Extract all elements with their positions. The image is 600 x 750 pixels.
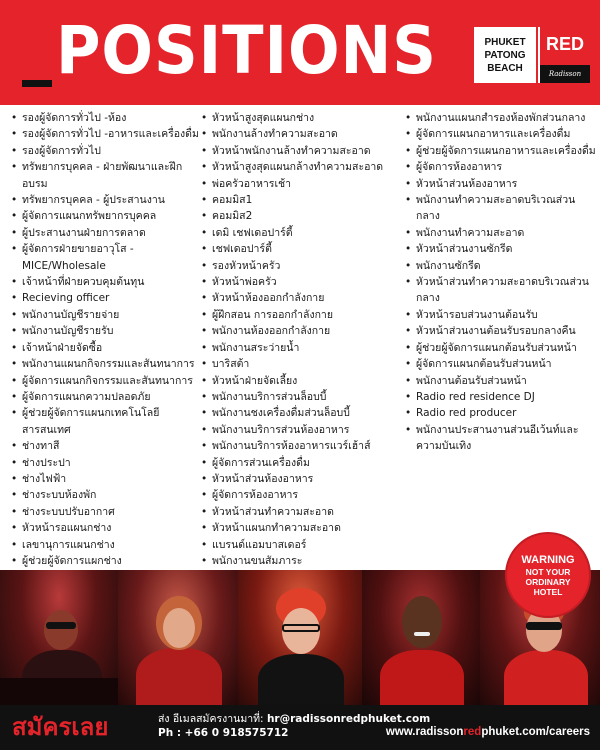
position-item: • หัวหน้าส่วนห้องอาหาร <box>200 471 408 487</box>
staff-photo-man-smiling <box>362 570 480 705</box>
position-item: • บาริสต้า <box>200 356 408 372</box>
staff-photo-dj <box>0 570 118 705</box>
warning-badge <box>505 532 591 618</box>
position-item: • พนักงานประสานงานส่วนอีเว้นท์และความบันเทิง <box>404 422 596 455</box>
position-item: • หัวหน้าพนักงานล้างทำความสะอาด <box>200 143 408 159</box>
position-item: • ผู้จัดการแผนกกิจกรรมและสันทนาการ <box>10 373 202 389</box>
position-item: • Radio red producer <box>404 405 596 421</box>
position-item: • ผู้ฝึกสอน การออกกำลังกาย <box>200 307 408 323</box>
brand-sub-bar <box>540 65 590 83</box>
position-item: • ผู้ช่วยผู้จัดการแผกช่าง <box>10 553 202 569</box>
header-banner <box>0 0 600 105</box>
position-item: • ผู้จัดการแผนกความปลอดภัย <box>10 389 202 405</box>
position-item: • รองหัวหน้าครัว <box>200 258 408 274</box>
position-item: • พ่อครัวอาหารเช้า <box>200 176 408 192</box>
email-link[interactable]: hr@radissonredphuket.com <box>266 713 431 725</box>
position-item: • พนักงานขนสัมภาระ <box>200 553 408 569</box>
positions-column-3 <box>404 110 596 455</box>
position-item: • คอมมิส2 <box>200 208 408 224</box>
position-item: • พนักงานบริการส่วนล็อบบี้ <box>200 389 408 405</box>
brand-logo <box>538 27 590 83</box>
position-item: • พนักงานทำความสะอาด <box>404 225 596 241</box>
position-item: • หัวหน้าสูงสุดแผนกช่าง <box>200 110 408 126</box>
position-item: • ช่างระบบห้องพัก <box>10 487 202 503</box>
position-item: • พนักงานทำความสะอาดบริเวณส่วนกลาง <box>404 192 596 225</box>
contact-phone[interactable]: Ph : +66 0 918575712 <box>158 727 289 739</box>
position-item: • พนักงานบริการส่วนห้องอาหาร <box>200 422 408 438</box>
warning-subtitle: NOT YOUR ORDINARY HOTEL <box>525 567 571 597</box>
position-item: • พนักงานห้องออกกำลังกาย <box>200 323 408 339</box>
position-item: • Recieving officer <box>10 290 202 306</box>
position-item: • ผู้จัดการแผนกทรัพยากรบุคคล <box>10 208 202 224</box>
position-item: • ทรัพยากรบุคคล - ผู้ประสานงาน <box>10 192 202 208</box>
position-item: • หัวหน้าส่วนทำความสะอาด <box>200 504 408 520</box>
position-item: • ช่างไฟฟ้า <box>10 471 202 487</box>
position-item: • หัวหน้าห้องออกกำลังกาย <box>200 290 408 306</box>
position-item: • เจ้าหน้าที่ฝ่ายควบคุมต้นทุน <box>10 274 202 290</box>
position-item: • รองผู้จัดการทั่วไป <box>10 143 202 159</box>
position-item: • ผู้จัดการห้องอาหาร <box>200 487 408 503</box>
position-item: • ผู้ช่วยผู้จัดการแผนกต้อนรับส่วนหน้า <box>404 340 596 356</box>
position-item: • เจ้าหน้าฝ่ายจัดซื้อ <box>10 340 202 356</box>
positions-column-2 <box>200 110 408 569</box>
position-item: • พนักงานบริการห้องอาหารแวร์เฮ้าส์ <box>200 438 408 454</box>
position-item: • หัวหน้ารอแผนกช่าง <box>10 520 202 536</box>
position-item: • เลขานุการแผนกช่าง <box>10 537 202 553</box>
position-item: • ผู้จัดการแผนกต้อนรับส่วนหน้า <box>404 356 596 372</box>
position-item: • หัวหน้าส่วนทำความสะอาดบริเวณส่วนกลาง <box>404 274 596 307</box>
position-item: • แบรนด์แอมบาสเดอร์ <box>200 537 408 553</box>
website-part: www.radisson <box>385 726 464 738</box>
position-item: • หัวหน้าแผนกทำความสะอาด <box>200 520 408 536</box>
position-item: • พนักงานแผนกสำรองห้องพักส่วนกลาง <box>404 110 596 126</box>
location-line: BEACH <box>487 62 523 74</box>
position-item: • ช่างทาสี <box>10 438 202 454</box>
position-item: • หัวหน้าส่วนงานซักรีด <box>404 241 596 257</box>
position-item: • พนักงานซักรีด <box>404 258 596 274</box>
position-item: • ผู้จัดการแผนกอาหารและเครื่องดื่ม <box>404 126 596 142</box>
position-item: • พนักงานต้อนรับส่วนหน้า <box>404 373 596 389</box>
position-item: • ผู้จัดการส่วนเครื่องดื่ม <box>200 455 408 471</box>
position-item: • เดมิ เชฟเดอปาร์ตี้ <box>200 225 408 241</box>
position-item: • พนักงานชงเครื่องดื่มส่วนล็อบบี้ <box>200 405 408 421</box>
website-part: phuket.com/careers <box>481 726 590 738</box>
contact-email-line <box>158 713 430 726</box>
location-box <box>474 27 536 83</box>
position-item: • ทรัพยากรบุคคล - ฝ่ายพัฒนาและฝึกอบรม <box>10 159 202 192</box>
title-underscore-decoration <box>22 80 52 87</box>
staff-photo-woman <box>118 570 238 705</box>
position-item: • ผู้จัดการห้องอาหาร <box>404 159 596 175</box>
location-line: PHUKET <box>484 36 526 48</box>
position-item: • หัวหน้าส่วนห้องอาหาร <box>404 176 596 192</box>
apply-now-label[interactable]: สมัครเลย <box>12 713 109 741</box>
position-item: • หัวหน้าฝ่ายจัดเลี้ยง <box>200 373 408 389</box>
position-item: • คอมมิส1 <box>200 192 408 208</box>
position-item: • รองผู้จัดการทั่วไป -อาหารและเครื่องดื่ม <box>10 126 202 142</box>
position-item: • Radio red residence DJ <box>404 389 596 405</box>
position-item: • พนักงานสระว่ายน้ำ <box>200 340 408 356</box>
positions-column-1 <box>10 110 202 569</box>
position-item: • หัวหน้ารอบส่วนงานต้อนรับ <box>404 307 596 323</box>
position-item: • หัวหน้าส่วนงานต้อนรับรอบกลางคืน <box>404 323 596 339</box>
email-prefix: ส่ง อีเมลสมัครงานมาที่: <box>158 713 264 725</box>
position-item: • ช่างระบบปรับอากาศ <box>10 504 202 520</box>
position-item: • ผู้ประสานงานฝ่ายการตลาด <box>10 225 202 241</box>
website-highlight: red <box>463 726 482 738</box>
location-line: PATONG <box>484 49 526 61</box>
position-item: • ผู้ช่วยผู้จัดการแผนกเทคโนโลยีสารสนเทศ <box>10 405 202 438</box>
positions-list-area <box>0 105 600 570</box>
position-item: • ช่างประปา <box>10 455 202 471</box>
position-item: • รองผู้จัดการทั่วไป -ห้อง <box>10 110 202 126</box>
position-item: • พนักงานแผนกกิจกรรมและสันทนาการ <box>10 356 202 372</box>
brand-subtitle: Radisson <box>548 70 582 78</box>
position-item: • พนักงานล้างทำความสะอาด <box>200 126 408 142</box>
position-item: • หัวหน้าพ่อครัว <box>200 274 408 290</box>
brand-name: RED <box>545 34 584 54</box>
page-title: POSITIONS <box>56 12 437 89</box>
footer-bar <box>0 705 600 750</box>
position-item: • หัวหน้าสูงสุดแผนกล้างทำความสะอาด <box>200 159 408 175</box>
position-item: • ผู้จัดการฝ่ายขายอาวุโส -MICE/Wholesale <box>10 241 202 274</box>
website-link[interactable] <box>386 726 590 738</box>
position-item: • พนักงานบัญชีรายจ่าย <box>10 307 202 323</box>
warning-title: WARNING <box>521 554 575 566</box>
position-item: • เชฟเดอปาร์ตี้ <box>200 241 408 257</box>
staff-photo-red-hair <box>238 570 362 705</box>
position-item: • ผู้ช่วยผู้จัดการแผนกอาหารและเครื่องดื่ม <box>404 143 596 159</box>
position-item: • พนักงานบัญชีรายรับ <box>10 323 202 339</box>
